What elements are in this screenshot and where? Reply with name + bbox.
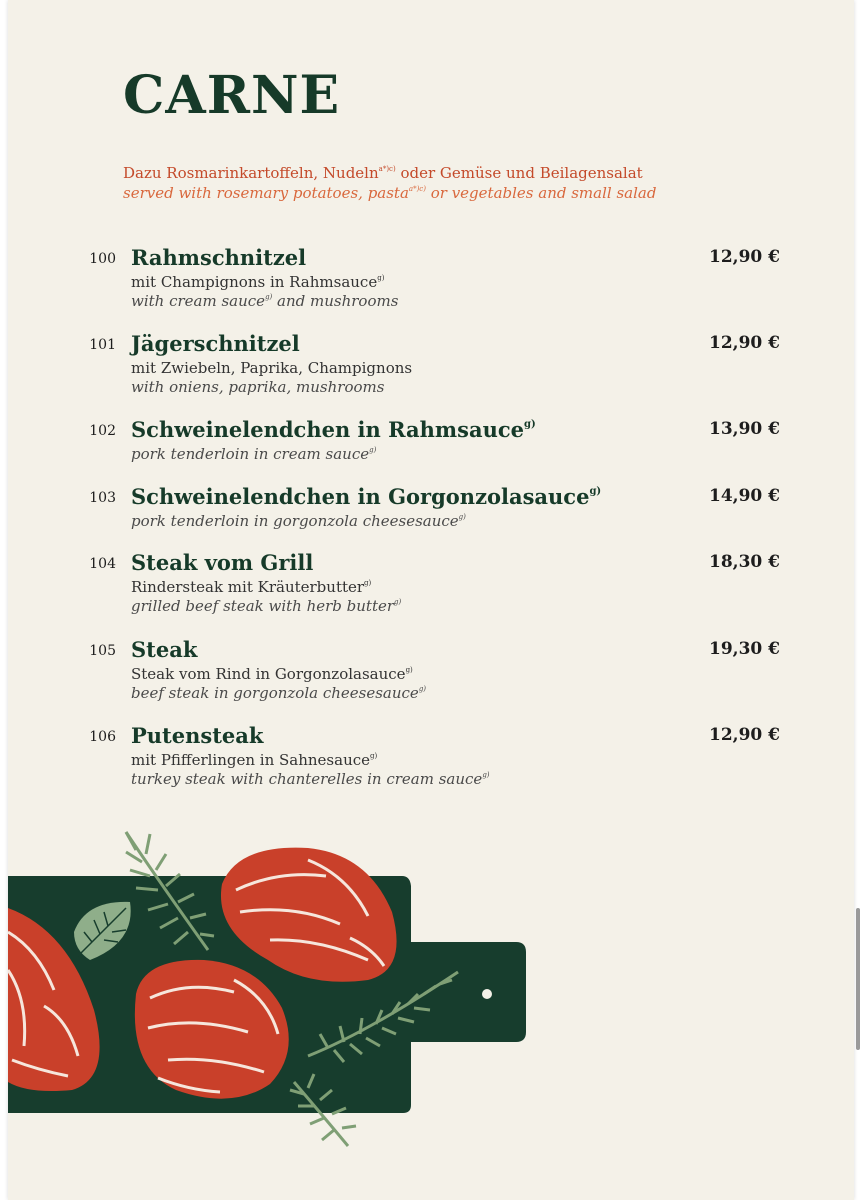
footnote-marker: g) bbox=[265, 293, 273, 301]
item-price: 19,30 € bbox=[709, 639, 780, 659]
footnote-marker: g) bbox=[458, 513, 466, 521]
item-description-english: pork tenderloin in gorgonzola cheesesauce$^{g)}$ bbox=[131, 512, 466, 530]
footnote-marker: g) bbox=[364, 579, 372, 587]
item-description-german: mit Champignons in Rahmsauce$^{g)}$ bbox=[131, 273, 385, 291]
footnote-marker: g) bbox=[394, 598, 402, 606]
item-description-english: with cream sauce$^{g)}$ and mushrooms bbox=[131, 292, 399, 310]
side-dishes-note bbox=[123, 163, 656, 203]
item-description-english: beef steak in gorgonzola cheesesauce$^{g)}$ bbox=[131, 684, 427, 702]
item-description-german: Steak vom Rind in Gorgonzolasauce$^{g)}$ bbox=[131, 665, 413, 683]
item-price: 18,30 € bbox=[709, 552, 780, 572]
item-number: 100 bbox=[89, 251, 116, 267]
footnote-marker: a*)c) bbox=[378, 165, 396, 173]
item-number: 106 bbox=[89, 729, 116, 745]
item-description-german: Rindersteak mit Kräuterbutter$^{g)}$ bbox=[131, 578, 372, 596]
footnote-marker: g) bbox=[377, 274, 385, 282]
menu-page bbox=[8, 0, 854, 1200]
item-price: 12,90 € bbox=[709, 725, 780, 745]
footnote-marker: g) bbox=[589, 486, 602, 497]
item-number: 103 bbox=[89, 490, 116, 506]
footnote-marker: g) bbox=[418, 685, 427, 693]
item-description-english: grilled beef steak with herb butter$^{g)}$ bbox=[131, 597, 402, 615]
item-description-german: mit Zwiebeln, Paprika, Champignons bbox=[131, 359, 413, 377]
item-name: Steak vom Grill bbox=[131, 550, 314, 575]
board-hole bbox=[482, 989, 492, 999]
item-price: 13,90 € bbox=[709, 419, 780, 439]
footnote-marker: g) bbox=[370, 752, 378, 760]
item-name: Putensteak bbox=[131, 723, 264, 748]
item-price: 12,90 € bbox=[709, 333, 780, 353]
side-dishes-note-english: served with rosemary potatoes, pasta$^{a*)c)}$ or vegetables and small salad bbox=[123, 184, 657, 202]
item-number: 104 bbox=[89, 556, 116, 572]
item-name: Schweinelendchen in Gorgonzolasauce$^{g)}$ bbox=[131, 484, 602, 509]
item-number: 105 bbox=[89, 643, 116, 659]
item-price: 12,90 € bbox=[709, 247, 780, 267]
steaks-on-cutting-board-illustration bbox=[8, 820, 548, 1160]
item-description-english: pork tenderloin in cream sauce$^{g)}$ bbox=[131, 445, 377, 463]
item-description-english: with oniens, paprika, mushrooms bbox=[131, 378, 385, 396]
item-description-english: turkey steak with chanterelles in cream sauce$^{g)}$ bbox=[131, 770, 490, 788]
item-name: Schweinelendchen in Rahmsauce$^{g)}$ bbox=[131, 417, 536, 442]
footnote-marker: g) bbox=[482, 771, 490, 779]
footnote-marker: g) bbox=[405, 666, 413, 674]
item-name: Steak bbox=[131, 637, 198, 662]
scrollbar[interactable] bbox=[856, 908, 860, 1050]
footnote-marker: g) bbox=[523, 419, 536, 430]
item-description-german: mit Pfifferlingen in Sahnesauce$^{g)}$ bbox=[131, 751, 378, 769]
item-name: Jägerschnitzel bbox=[131, 331, 300, 356]
side-dishes-note-german: Dazu Rosmarinkartoffeln, Nudeln$^{a*)c)}$ oder Gemüse und Beilagensalat bbox=[123, 164, 643, 182]
item-name: Rahmschnitzel bbox=[131, 245, 307, 270]
footnote-marker: a*)c) bbox=[408, 185, 426, 193]
item-number: 101 bbox=[89, 337, 116, 353]
footnote-marker: g) bbox=[369, 446, 377, 454]
item-price: 14,90 € bbox=[709, 486, 780, 506]
section-title: CARNE bbox=[123, 65, 341, 126]
item-number: 102 bbox=[89, 423, 116, 439]
